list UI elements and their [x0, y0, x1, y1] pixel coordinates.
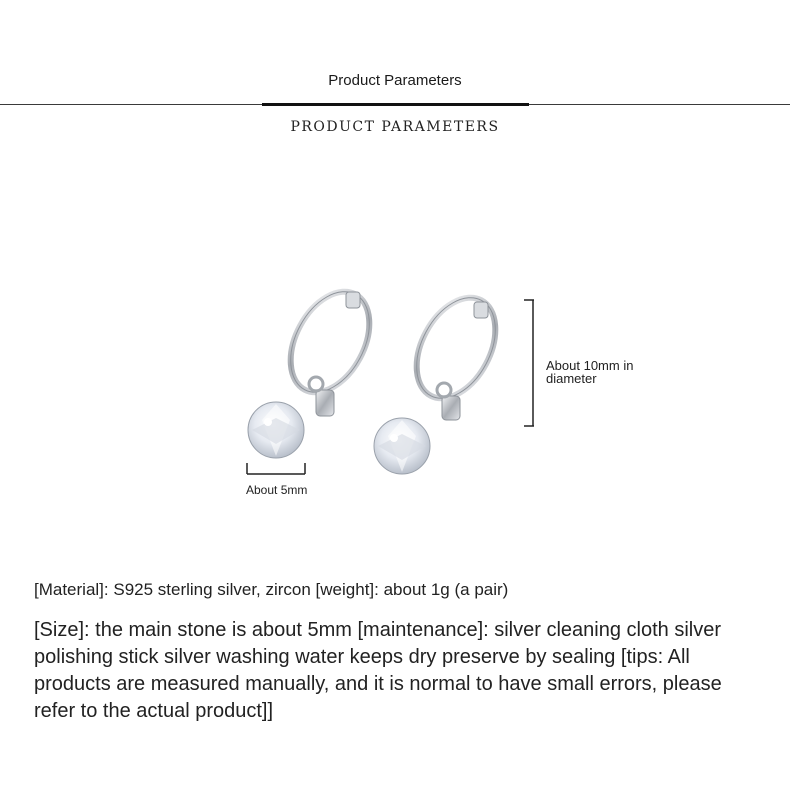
size-maintenance-tips-spec: [Size]: the main stone is about 5mm [maintenance]: silver cleaning cloth silver polishing stick silver washing water keeps dry preserve by sealing [tips: All products are measured manually, and it is normal to have small errors, please refer to the actual product]]	[34, 619, 722, 722]
header-accent-bar	[262, 103, 529, 106]
material-weight-spec: [Material]: S925 sterling silver, zircon [weight]: about 1g (a pair)	[34, 580, 509, 599]
stone-size-label: About 5mm	[246, 483, 308, 497]
section-subtitle: PRODUCT PARAMETERS	[290, 119, 500, 135]
left-earring	[248, 280, 385, 458]
hoop-diameter-label: About 10mm in diameter	[546, 358, 634, 386]
earrings-product-image	[230, 280, 550, 490]
page-title: Product Parameters	[328, 72, 462, 89]
stone-dimension-bracket	[244, 460, 308, 478]
right-earring	[374, 284, 511, 474]
diameter-dimension-bracket	[520, 298, 540, 428]
